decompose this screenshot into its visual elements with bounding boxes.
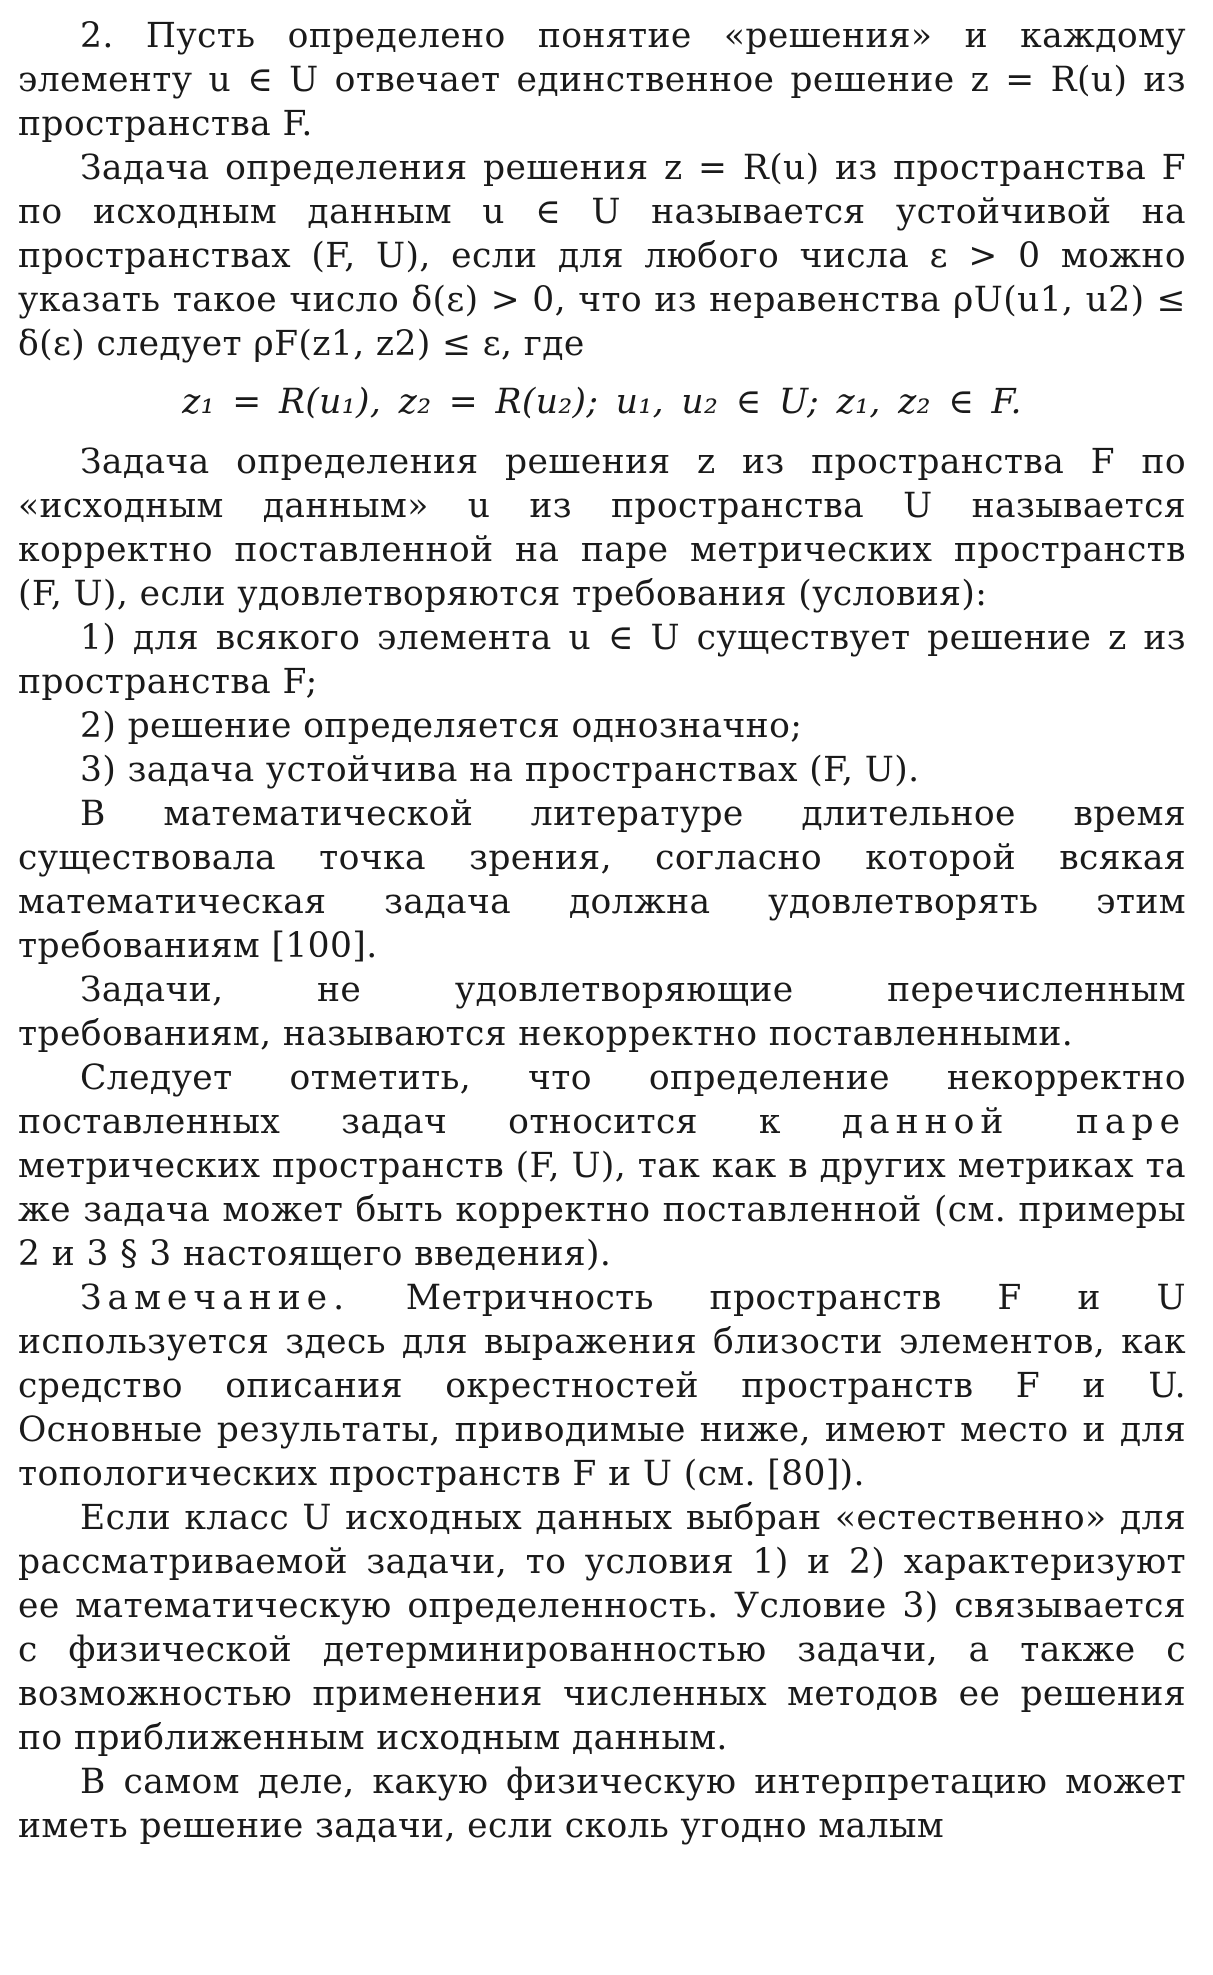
paragraph-well-posed-definition: Задача определения решения z из пространства F по «исходным данным» u из пространства U называется корректно поставленной на паре метрических пространств (F, U), если удовлетворяются требования (условия): (18, 442, 1186, 614)
paragraph-stability-definition: Задача определения решения z = R(u) из пространства F по исходным данным u ∈ U называется устойчивой на пространствах (F, U), если для любого числа ε > 0 можно указать такое число δ(ε) > 0, что из неравенства ρU(u1, u2) ≤ δ(ε) следует ρF(z1, z2) ≤ ε, где (18, 148, 1186, 364)
paragraph-ill-posed-definition: Задачи, не удовлетворяющие перечисленным требованиям, называются некорректно поставленными. (18, 970, 1186, 1054)
document-page (18, 14, 1186, 1846)
formula-solutions: z₁ = R(u₁), z₂ = R(u₂); u₁, u₂ ∈ U; z₁, z₂ ∈ F. (182, 382, 1022, 422)
paragraph-physical-interpretation: В самом деле, какую физическую интерпретацию может иметь решение задачи, если сколь угодно малым (18, 1762, 1186, 1846)
metric-dependence-part-2: метрических пространств (F, U), так как в других метриках та же задача может быть корректно поставленной (см. примеры 2 и 3 § 3 настоящего введения). (18, 1146, 1186, 1274)
condition-existence: 1) для всякого элемента u ∈ U существует решение z из пространства F; (18, 618, 1186, 702)
metric-dependence-emphasis: данной паре (841, 1102, 1186, 1142)
remark-label: Замечание. (80, 1278, 351, 1318)
paragraph-remark (18, 1276, 1186, 1496)
condition-stability: 3) задача устойчива на пространствах (F, U). (80, 750, 920, 790)
paragraph-metric-dependence (18, 1056, 1186, 1276)
metric-dependence-part-1: Следует отметить, что определение некорректно поставленных задач относится к (18, 1058, 1186, 1142)
paragraph-problem-setup: 2. Пусть определено понятие «решения» и каждому элементу u ∈ U отвечает единственное решение z = R(u) из пространства F. (18, 16, 1186, 144)
remark-text: Метричность пространств F и U используется здесь для выражения близости элементов, как средство описания окрестностей пространств F и U. Основные результаты, приводимые ниже, имеют место и для топологических пространств F и U (см. [80]). (18, 1278, 1186, 1494)
condition-uniqueness: 2) решение определяется однозначно; (80, 706, 803, 746)
paragraph-literature-view: В математической литературе длительное время существовала точка зрения, согласно которой всякая математическая задача должна удовлетворять этим требованиям [100]. (18, 794, 1186, 966)
paragraph-natural-class: Если класс U исходных данных выбран «естественно» для рассматриваемой задачи, то условия 1) и 2) характеризуют ее математическую определенность. Условие 3) связывается с физической детерминированностью задачи, а также с возможностью применения численных методов ее решения по приближенным исходным данным. (18, 1498, 1186, 1758)
